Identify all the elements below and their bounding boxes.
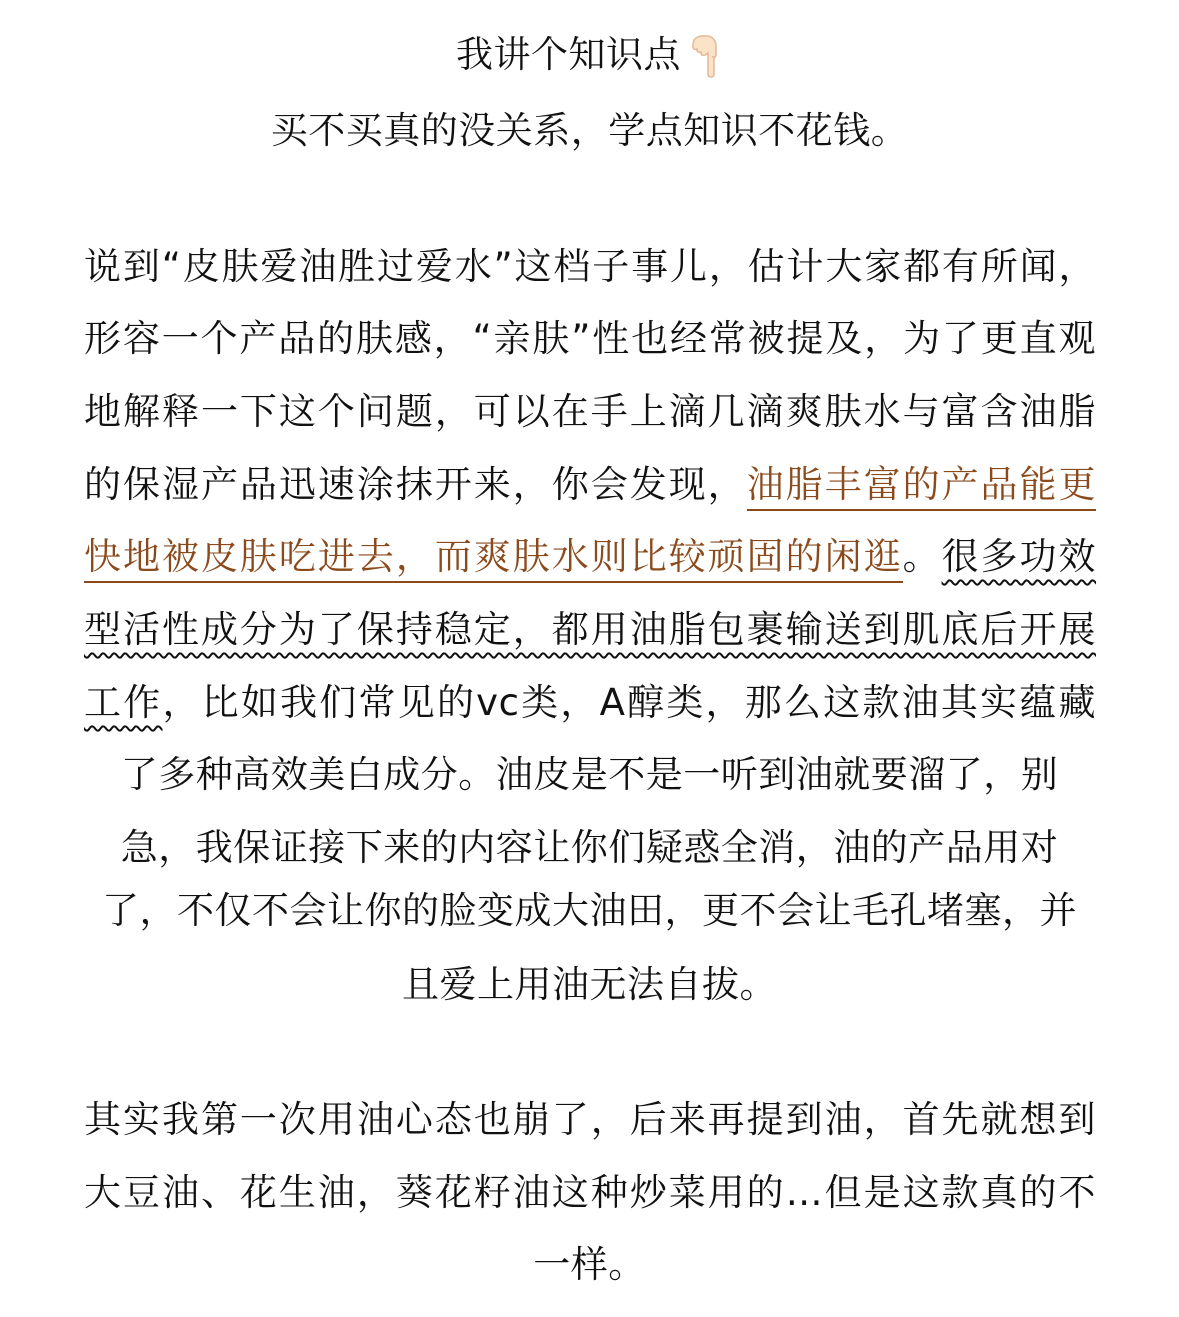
wavy-underlined-text: 型活性成分为了保持稳定，都用油脂包裹输送到肌底后开展 <box>84 608 1096 651</box>
paragraph-1-line-8: 了多种高效美白成分。油皮是不是一听到油就要溜了，别 <box>120 753 1059 796</box>
paragraph-1-line-10: 了，不仅不会让你的脸变成大油田，更不会让毛孔堵塞，并 <box>102 889 1077 932</box>
paragraph-1-line-7 <box>84 678 1096 728</box>
paragraph-1-line-3: 地解释一下这个问题，可以在手上滴几滴爽肤水与富含油脂 <box>84 390 1096 433</box>
paragraph-1-text: ，比如我们常见的vc类，A醇类，那么这款油其实蕴藏 <box>162 681 1096 724</box>
wavy-underlined-text: 很多功效 <box>941 535 1097 578</box>
paragraph-1-text: 的保湿产品迅速涂抹开来，你会发现， <box>84 463 747 506</box>
paragraph-1-line-2: 形容一个产品的肤感，“亲肤”性也经常被提及，为了更直观 <box>84 317 1096 360</box>
wavy-underlined-text: 工作 <box>84 681 163 724</box>
paragraph-1-line-5 <box>84 532 1096 582</box>
intro-line-2: 买不买真的没关系，学点知识不花钱。 <box>270 109 909 152</box>
intro-line-1 <box>0 30 1179 80</box>
paragraph-1-line-11: 且爱上用油无法自拔。 <box>402 963 777 1006</box>
paragraph-1-text: 。 <box>902 535 942 578</box>
paragraph-1-line-9: 急，我保证接下来的内容让你们疑惑全消，油的产品用对 <box>120 826 1059 869</box>
highlighted-text: 快地被皮肤吃进去，而爽肤水则比较顽固的闲逛 <box>84 535 903 583</box>
paragraph-1-line-6 <box>84 605 1096 655</box>
pointing-down-hand-icon <box>687 35 723 79</box>
paragraph-1-line-4 <box>84 460 1096 510</box>
highlighted-text: 油脂丰富的产品能更 <box>747 463 1096 511</box>
paragraph-1-line-1: 说到“皮肤爱油胜过爱水”这档子事儿，估计大家都有所闻， <box>84 245 1096 288</box>
paragraph-2-line-1: 其实我第一次用油心态也崩了，后来再提到油，首先就想到 <box>84 1098 1096 1141</box>
paragraph-2-line-2: 大豆油、花生油，葵花籽油这种炒菜用的…但是这款真的不 <box>84 1171 1096 1214</box>
paragraph-2-line-3: 一样。 <box>533 1243 646 1286</box>
intro-text-1: 我讲个知识点 <box>456 33 681 76</box>
